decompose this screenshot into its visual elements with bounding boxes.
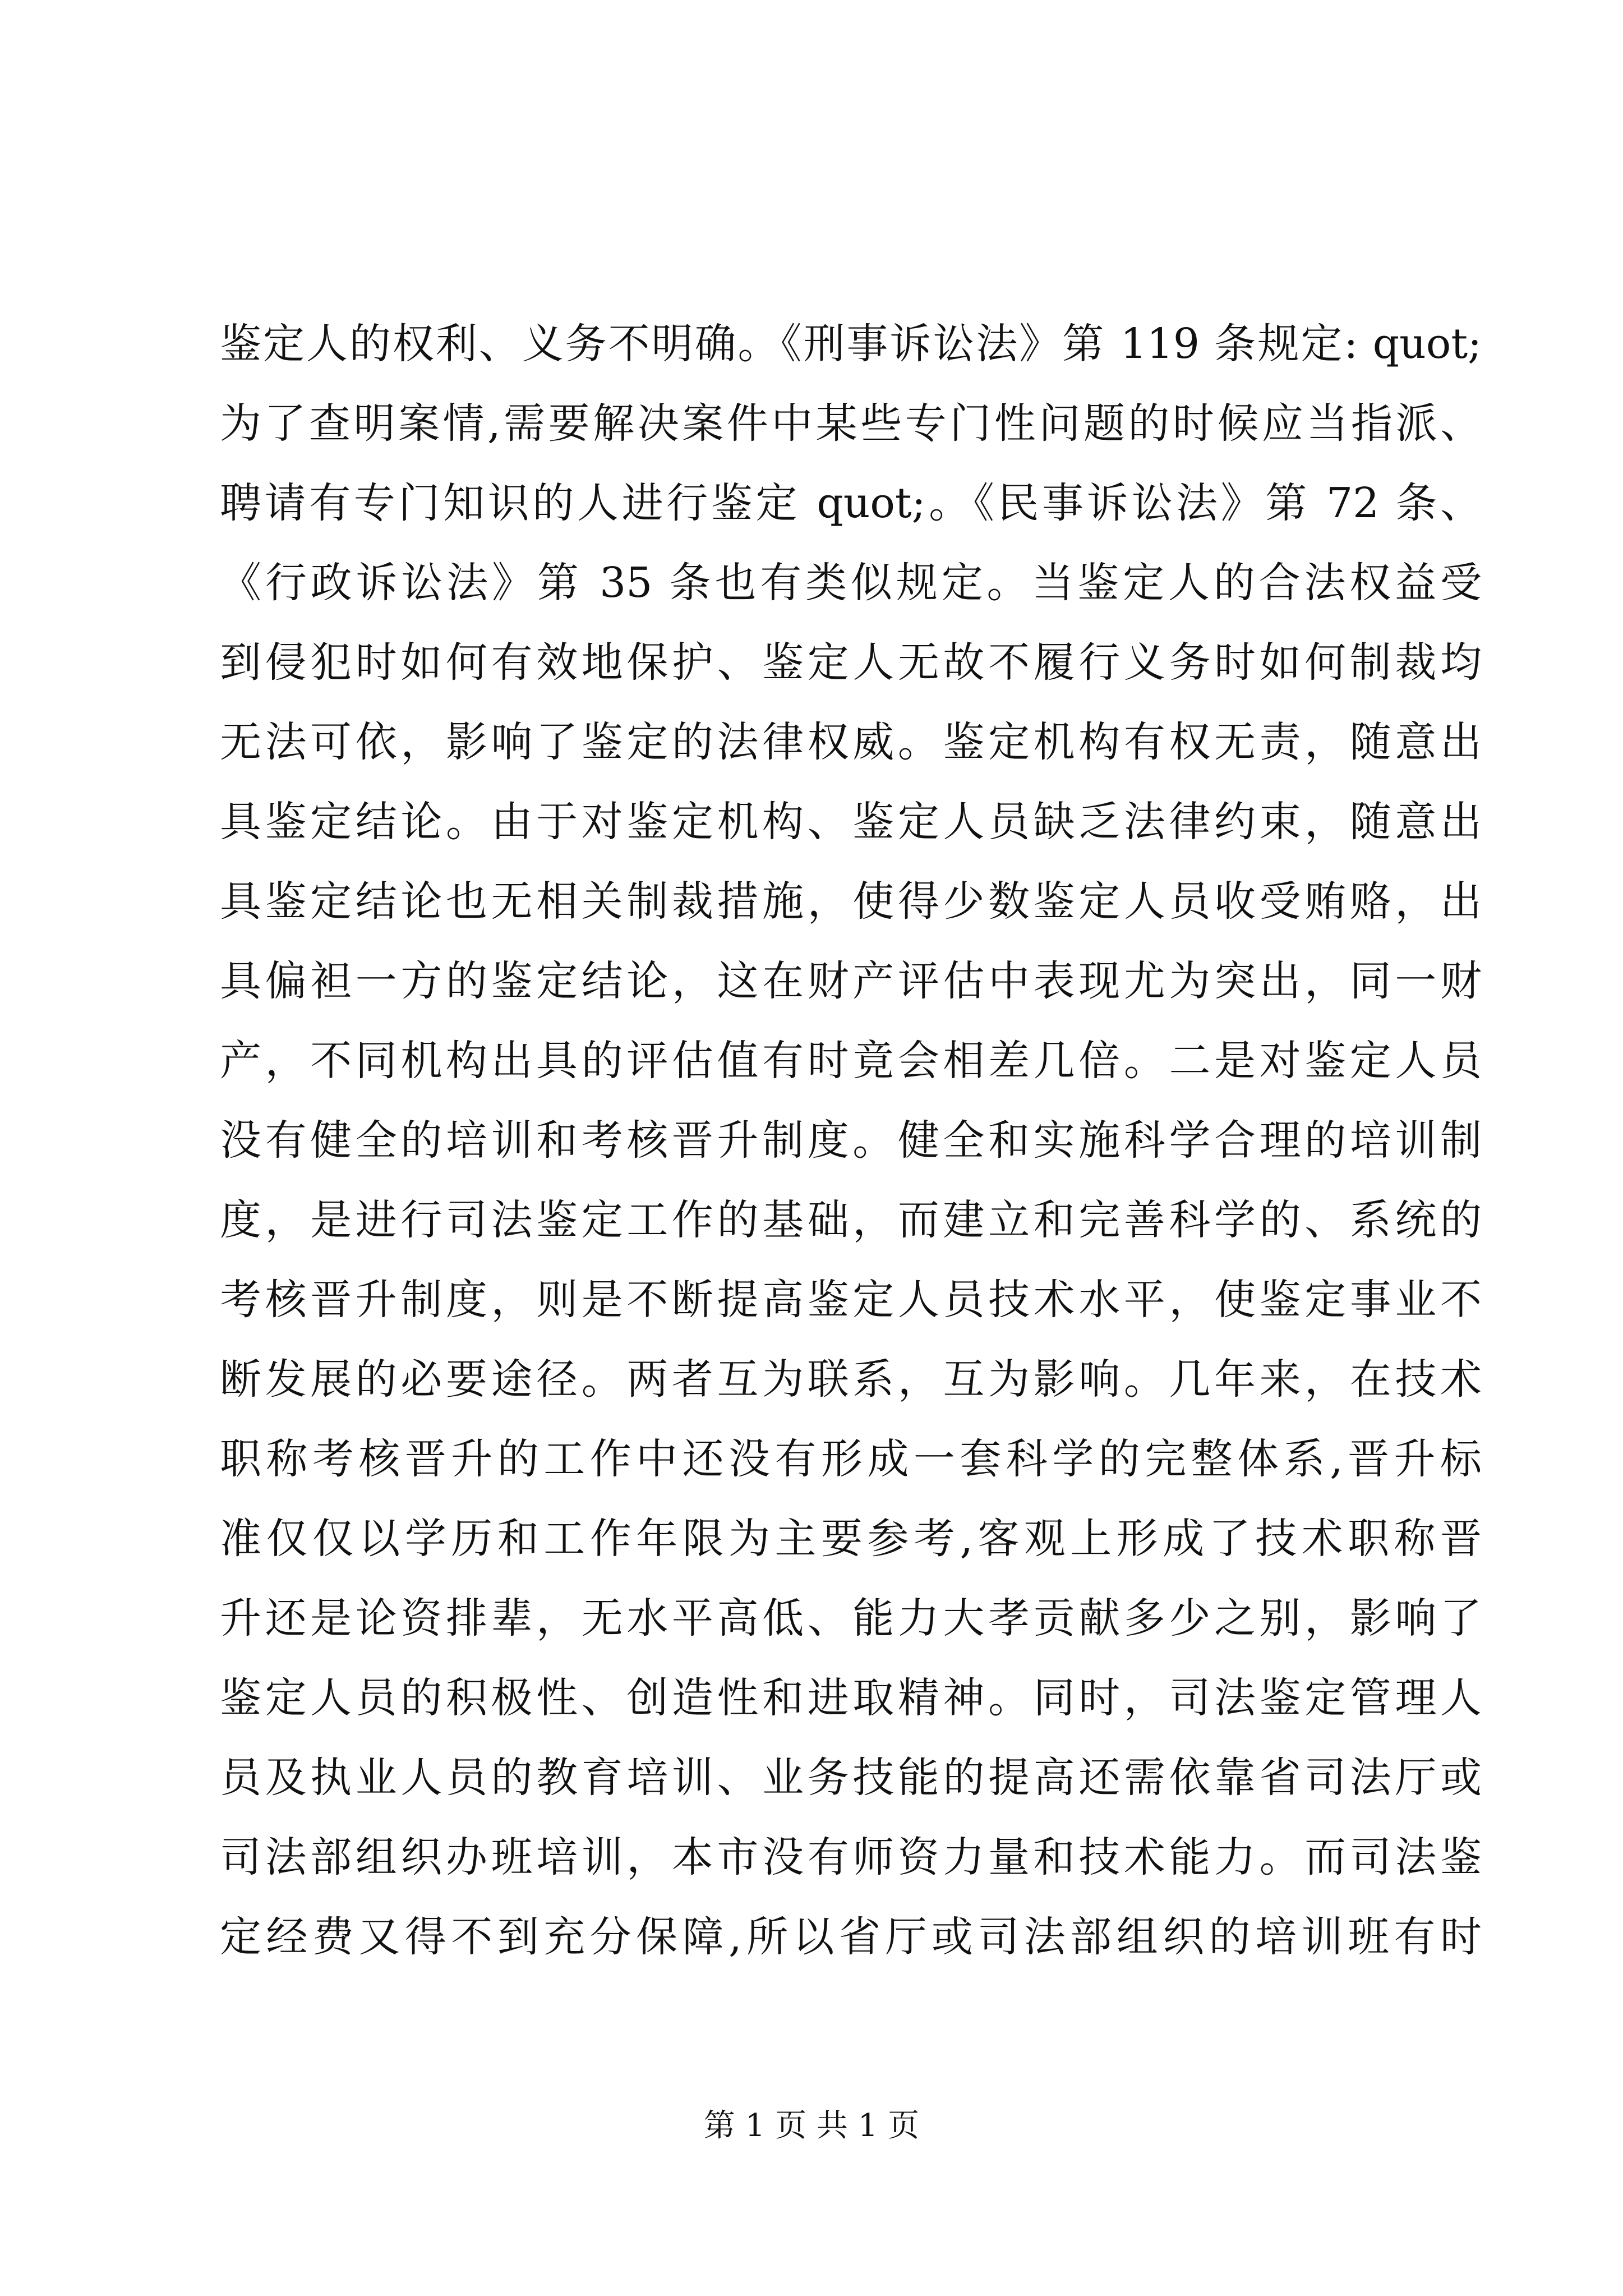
text-line: 没有健全的培训和考核晋升制度。健全和实施科学合理的培训制 xyxy=(220,1116,1482,1165)
text-line: 产，不同机构出具的评估值有时竟会相差几倍。二是对鉴定人员 xyxy=(220,1037,1482,1085)
text-line: 具鉴定结论。由于对鉴定机构、鉴定人员缺乏法律约束，随意出 xyxy=(220,798,1482,846)
page-footer xyxy=(0,2106,1623,2146)
text-line: 司法部组织办班培训，本市没有师资力量和技术能力。而司法鉴 xyxy=(220,1833,1482,1881)
text-line: 准仅仅以学历和工作年限为主要参考,客观上形成了技术职称晋 xyxy=(220,1515,1482,1563)
text-line: 度，是进行司法鉴定工作的基础，而建立和完善科学的、系统的 xyxy=(220,1196,1482,1244)
page-number-label: 第 1 页 共 1 页 xyxy=(703,2108,920,2144)
text-line: 到侵犯时如何有效地保护、鉴定人无故不履行义务时如何制裁均 xyxy=(220,638,1482,687)
text-line: 鉴定人员的积极性、创造性和进取精神。同时，司法鉴定管理人 xyxy=(220,1674,1482,1722)
text-line: 鉴定人的权利、义务不明确。《刑事诉讼法》第 119 条规定: quot; xyxy=(220,320,1482,368)
text-line: 聘请有专门知识的人进行鉴定 quot;。《民事诉讼法》第 72 条、 xyxy=(220,479,1482,527)
body-text xyxy=(220,304,1482,1977)
text-line: 员及执业人员的教育培训、业务技能的提高还需依靠省司法厅或 xyxy=(220,1754,1482,1802)
text-line: 具偏袒一方的鉴定结论，这在财产评估中表现尤为突出，同一财 xyxy=(220,957,1482,1005)
text-line: 具鉴定结论也无相关制裁措施，使得少数鉴定人员收受贿赂，出 xyxy=(220,877,1482,926)
text-line: 为了查明案情,需要解决案件中某些专门性问题的时候应当指派、 xyxy=(220,399,1482,448)
text-line: 考核晋升制度，则是不断提高鉴定人员技术水平，使鉴定事业不 xyxy=(220,1276,1482,1324)
text-line: 《行政诉讼法》第 35 条也有类似规定。当鉴定人的合法权益受 xyxy=(220,559,1482,607)
text-line: 无法可依，影响了鉴定的法律权威。鉴定机构有权无责，随意出 xyxy=(220,718,1482,766)
text-line: 定经费又得不到充分保障,所以省厅或司法部组织的培训班有时 xyxy=(220,1913,1482,1961)
text-line: 断发展的必要途径。两者互为联系，互为影响。几年来，在技术 xyxy=(220,1355,1482,1404)
text-line: 升还是论资排辈，无水平高低、能力大孝贡献多少之别，影响了 xyxy=(220,1594,1482,1642)
text-line: 职称考核晋升的工作中还没有形成一套科学的完整体系,晋升标 xyxy=(220,1435,1482,1483)
